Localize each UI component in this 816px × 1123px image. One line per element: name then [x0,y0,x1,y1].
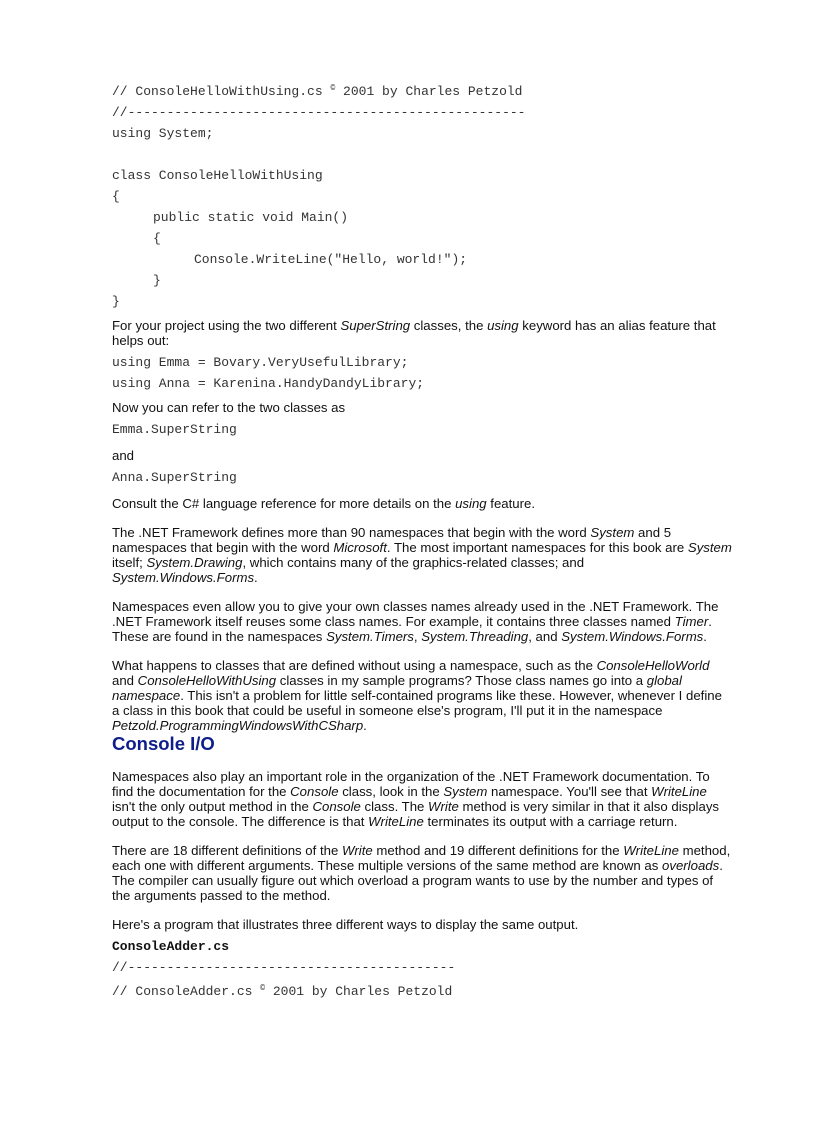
paragraph-consult: Consult the C# language reference for more details on the using feature. [112,496,536,511]
code-line-inner-open: { [153,231,161,246]
code-filename: ConsoleAdder.cs [112,939,230,954]
code-line-emma-superstring: Emma.SuperString [112,422,237,437]
paragraph-program-intro: Here's a program that illustrates three different ways to display the same output. [112,917,579,932]
paragraph-refer: Now you can refer to the two classes as [112,400,346,415]
document-page [112,78,732,1002]
code-line-main: public static void Main() [153,210,349,225]
code-line-inner-close: } [153,273,161,288]
code-line-divider: //--------------------------------------------------- [112,105,526,120]
code-line-blank [112,144,732,165]
code-line-brace-open: { [112,189,120,204]
paragraph-console-io: Namespaces also play an important role in the organization of the .NET Framework documentation. To find the documentation for the Console class, look in the System namespace. You'll see that WriteLine isn't the only output method in the Console class. The Write method is very similar in that it also displays output to the console. The difference is that WriteLine terminates its output with a carriage return. [112,769,720,829]
paragraph-framework: The .NET Framework defines more than 90 namespaces that begin with the word System and 5 namespaces that begin with the word Microsoft. The most important namespaces for this book are System itself; System.Drawing, which contains many of the graphics-related classes; and System.Windows.Forms. [112,525,732,585]
paragraph-overloads: There are 18 different definitions of the Write method and 19 different definitions for the WriteLine method, each one with different arguments. These multiple versions of the same method are known as overloads. The compiler can usually figure out which overload a program wants to use by the number and types of the arguments passed to the method. [112,843,731,903]
code-line-header-2: // ConsoleAdder.cs © 2001 by Charles Petzold [112,984,453,999]
section-heading-console-io: Console I/O [112,733,215,754]
paragraph-global-namespace: What happens to classes that are defined without using a namespace, such as the ConsoleHelloWorld and ConsoleHelloWithUsing classes in my sample programs? Those class names go into a global namespace. This isn't a problem for little self-contained programs like these. However, whenever I define a class in this book that could be useful in someone else's program, I'll put it in the namespace Petzold.ProgrammingWindowsWithCSharp. [112,658,722,733]
paragraph-class-names: Namespaces even allow you to give your own classes names already used in the .NET Framework. The .NET Framework itself reuses some class names. For example, it contains three classes named Timer. These are found in the namespaces System.Timers, System.Threading, and System.Windows.Forms. [112,599,719,644]
code-line-divider-2: //------------------------------------------ [112,960,456,975]
code-line-alias-anna: using Anna = Karenina.HandyDandyLibrary; [112,376,425,391]
code-line-anna-superstring: Anna.SuperString [112,470,237,485]
code-line-alias-emma: using Emma = Bovary.VeryUsefulLibrary; [112,355,409,370]
code-line-using: using System; [112,126,214,141]
code-line-class: class ConsoleHelloWithUsing [112,168,323,183]
paragraph-and: and [112,448,135,463]
code-line-writeline: Console.WriteLine("Hello, world!"); [194,252,468,267]
code-line-header: // ConsoleHelloWithUsing.cs © 2001 by Charles Petzold [112,84,523,99]
paragraph-alias: For your project using the two different SuperString classes, the using keyword has an alias feature that helps out: [112,318,716,348]
code-line-brace-close: } [112,294,120,309]
